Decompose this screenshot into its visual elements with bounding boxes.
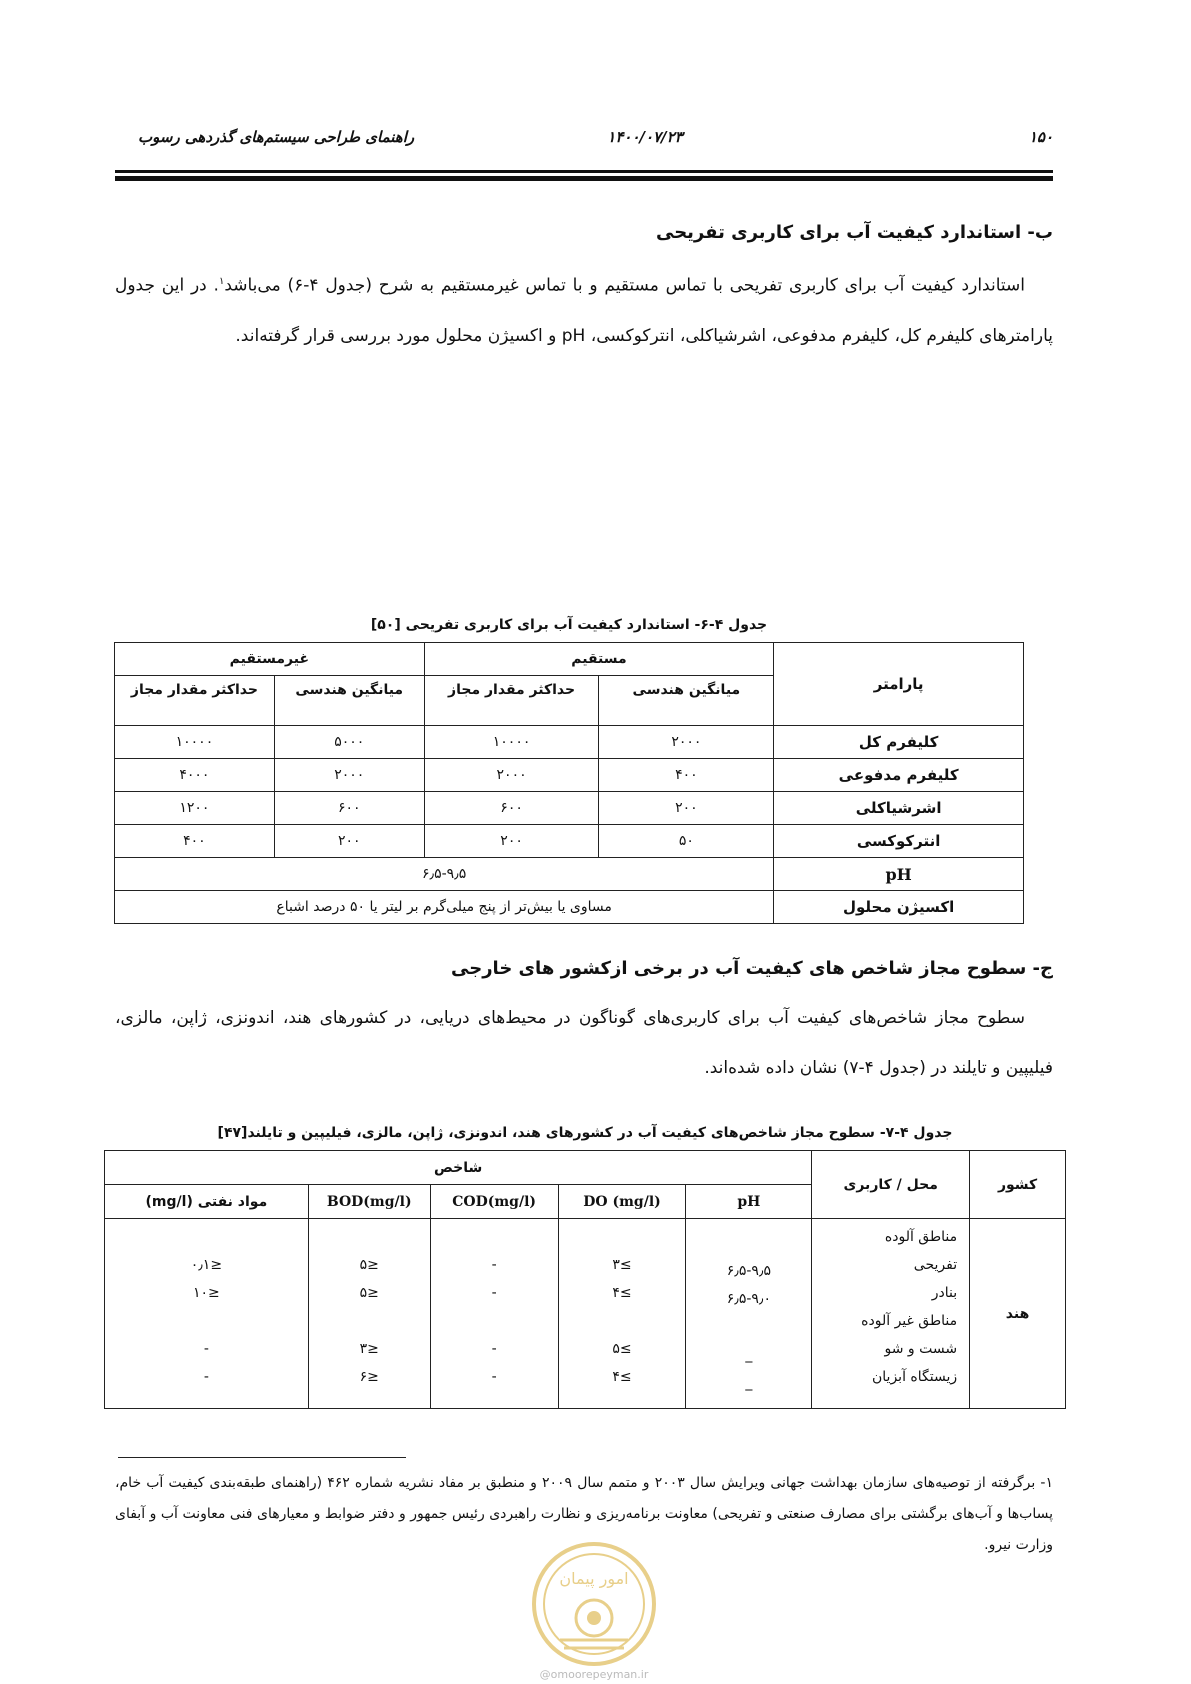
param-cell-oxygen: اکسیژن محلول	[774, 891, 1024, 924]
bod-value: ≤۶	[359, 1369, 379, 1385]
oil-value	[105, 1223, 308, 1251]
book-title: راهنمای طراحی سیستم‌های گذردهی رسوب	[138, 128, 415, 146]
header-bod: BOD(mg/l)	[308, 1185, 430, 1219]
seal-logo-icon	[530, 1540, 658, 1668]
oil-cell	[105, 1219, 309, 1409]
table-row	[115, 759, 1024, 792]
section-b-text-end: . در این جدول پارامترهای کلیفرم کل، کلیفرم مدفوعی، اشرشیاکلی، انترکوکسی، pH و اکسیژن محلول مورد بررسی قرار گرفته‌اند.	[115, 275, 1053, 346]
table-foreign-standards	[104, 1150, 1066, 1409]
value-cell: ۲۰۰۰	[599, 726, 774, 759]
do-value	[559, 1307, 686, 1335]
location-item: تفریحی	[913, 1257, 958, 1273]
bod-value: ≤۵	[359, 1285, 379, 1301]
ph-value	[686, 1313, 811, 1341]
param-cell: اشرشیاکلی	[774, 792, 1024, 825]
table-row	[115, 891, 1024, 924]
param-cell: کلیفرم مدفوعی	[774, 759, 1024, 792]
table-row	[105, 1219, 1066, 1409]
value-cell: ۴۰۰	[115, 825, 275, 858]
header-indirect: غیرمستقیم	[115, 643, 425, 676]
value-cell: ۶۰۰	[274, 792, 424, 825]
cod-value: -	[491, 1285, 497, 1301]
ph-cell	[686, 1219, 812, 1409]
oil-value	[105, 1307, 308, 1335]
oil-value: -	[203, 1341, 209, 1357]
location-cell	[812, 1219, 970, 1409]
location-item: مناطق آلوده	[884, 1229, 958, 1245]
value-cell: ۲۰۰	[599, 792, 774, 825]
param-cell: انترکوکسی	[774, 825, 1024, 858]
table1-caption: جدول ۴-۶- استاندارد کیفیت آب برای کاربری تفریحی [۵۰]	[370, 617, 768, 633]
table-row	[115, 726, 1024, 759]
bod-value	[309, 1307, 430, 1335]
header-date: ۱۴۰۰/۰۷/۲۳	[607, 128, 683, 146]
section-c-paragraph: سطوح مجاز شاخص‌های کیفیت آب برای کاربری‌های گوناگون در محیط‌های دریایی، در کشورهای هند، اندونزی، ژاپن، مالزی، فیلیپین و تایلند در (جدول ۴-۷) نشان داده شده‌اند.	[115, 1008, 1053, 1078]
footnote-rule	[118, 1457, 406, 1458]
value-cell: ۵۰	[599, 825, 774, 858]
oxygen-value-cell: مساوی یا بیش‌تر از پنج میلی‌گرم بر لیتر یا ۵۰ درصد اشباع	[115, 891, 774, 924]
cod-cell	[430, 1219, 558, 1409]
seal-gear-hub	[587, 1611, 601, 1625]
ph-value	[686, 1229, 811, 1257]
section-b-paragraph	[115, 257, 1053, 361]
value-cell: ۲۰۰	[424, 825, 599, 858]
footnote-marker: ۱	[218, 276, 225, 287]
header-parameter: پارامتر	[774, 643, 1024, 726]
value-cell: ۶۰۰	[424, 792, 599, 825]
table2-caption: جدول ۴-۷- سطوح مجاز شاخص‌های کیفیت آب در کشورهای هند، اندونزی، ژاپن، مالزی، فیلیپین و تایلند[۴۷]	[217, 1125, 953, 1141]
do-value: ≥۳	[612, 1257, 632, 1273]
header-direct-geo-mean: میانگین هندسی	[599, 676, 774, 726]
header-direct: مستقیم	[424, 643, 774, 676]
bod-value: ≤۵	[359, 1257, 379, 1273]
do-cell	[558, 1219, 686, 1409]
cod-value: -	[491, 1369, 497, 1385]
ph-value: _	[745, 1375, 753, 1391]
value-cell: ۴۰۰	[599, 759, 774, 792]
location-item: مناطق غیر آلوده	[861, 1313, 958, 1329]
value-cell: ۲۰۰۰	[274, 759, 424, 792]
param-cell-ph: pH	[774, 858, 1024, 891]
header-index: شاخص	[105, 1151, 812, 1185]
value-cell: ۲۰۰	[274, 825, 424, 858]
header-oil: مواد نفتی (mg/l)	[105, 1185, 309, 1219]
header-indirect-max: حداکثر مقدار مجاز	[115, 676, 275, 726]
value-cell: ۱۰۰۰۰	[424, 726, 599, 759]
do-value: ≥۴	[612, 1369, 632, 1385]
location-item: بنادر	[931, 1285, 958, 1301]
page-number: ۱۵۰	[1028, 128, 1053, 146]
do-value: ≥۵	[612, 1341, 632, 1357]
table-recreational-standard	[114, 642, 1024, 924]
cod-value	[431, 1223, 558, 1251]
header-direct-max: حداکثر مقدار مجاز	[424, 676, 599, 726]
ph-value-cell: ۶٫۵-۹٫۵	[115, 858, 774, 891]
header-ph: pH	[686, 1185, 812, 1219]
seal-text: امور پیمان	[559, 1569, 629, 1588]
header-country: کشور	[970, 1151, 1066, 1219]
do-value: ≥۴	[612, 1285, 632, 1301]
ph-value: _	[745, 1347, 753, 1363]
section-heading-b: ب- استاندارد کیفیت آب برای کاربری تفریحی	[655, 222, 1053, 243]
do-value	[559, 1223, 686, 1251]
table-row	[115, 858, 1024, 891]
country-cell: هند	[970, 1219, 1066, 1409]
location-item: زیستگاه آبزیان	[872, 1369, 958, 1385]
header-indirect-geo-mean: میانگین هندسی	[274, 676, 424, 726]
header-rule	[115, 170, 1053, 173]
watermark-handle: @omoorepeyman.ir	[539, 1668, 649, 1681]
seal-lines	[560, 1640, 628, 1648]
header-cod: COD(mg/l)	[430, 1185, 558, 1219]
header-do: DO (mg/l)	[558, 1185, 686, 1219]
value-cell: ۲۰۰۰	[424, 759, 599, 792]
header-location: محل / کاربری	[812, 1151, 970, 1219]
section-b-text: استاندارد کیفیت آب برای کاربری تفریحی با تماس مستقیم و با تماس غیرمستقیم به شرح (جدول ۴-۶) می‌باشد	[224, 275, 1025, 296]
seal-outer-ring	[534, 1544, 654, 1664]
bod-cell	[308, 1219, 430, 1409]
cod-value: -	[491, 1341, 497, 1357]
section-heading-c: ج- سطوح مجاز شاخص های کیفیت آب در برخی ازکشور های خارجی	[451, 958, 1053, 979]
ph-value: ۶٫۵-۹٫۵	[726, 1263, 771, 1279]
value-cell: ۵۰۰۰	[274, 726, 424, 759]
footnote-text: ۱- برگرفته از توصیه‌های سازمان بهداشت جهانی ویرایش سال ۲۰۰۳ و متمم سال ۲۰۰۹ و منطبق بر مفاد نشریه شماره ۴۶۲ (راهنمای طبقه‌بندی کیفیت آب خام، پساب‌ها و آب‌های برگشتی برای مصارف صنعتی و تفریحی) معاونت برنامه‌ریزی و نظارت راهبردی رئیس جمهور و دفتر ضوابط و معیارهای فنی معاونت آب و آبفای وزارت نیرو.	[115, 1475, 1053, 1553]
ph-value: ۶٫۵-۹٫۰	[726, 1291, 771, 1307]
table-row	[115, 825, 1024, 858]
oil-value: ≤۰٫۱	[190, 1257, 223, 1273]
cod-value	[431, 1307, 558, 1335]
param-cell: کلیفرم کل	[774, 726, 1024, 759]
oil-value: ≤۱۰	[193, 1285, 220, 1301]
value-cell: ۱۲۰۰	[115, 792, 275, 825]
header-rule-thick	[115, 176, 1053, 181]
oil-value: -	[203, 1369, 209, 1385]
bod-value	[309, 1223, 430, 1251]
location-item: شست و شو	[884, 1341, 958, 1357]
value-cell: ۴۰۰۰	[115, 759, 275, 792]
cod-value: -	[491, 1257, 497, 1273]
table-row	[115, 792, 1024, 825]
bod-value: ≤۳	[359, 1341, 379, 1357]
value-cell: ۱۰۰۰۰	[115, 726, 275, 759]
